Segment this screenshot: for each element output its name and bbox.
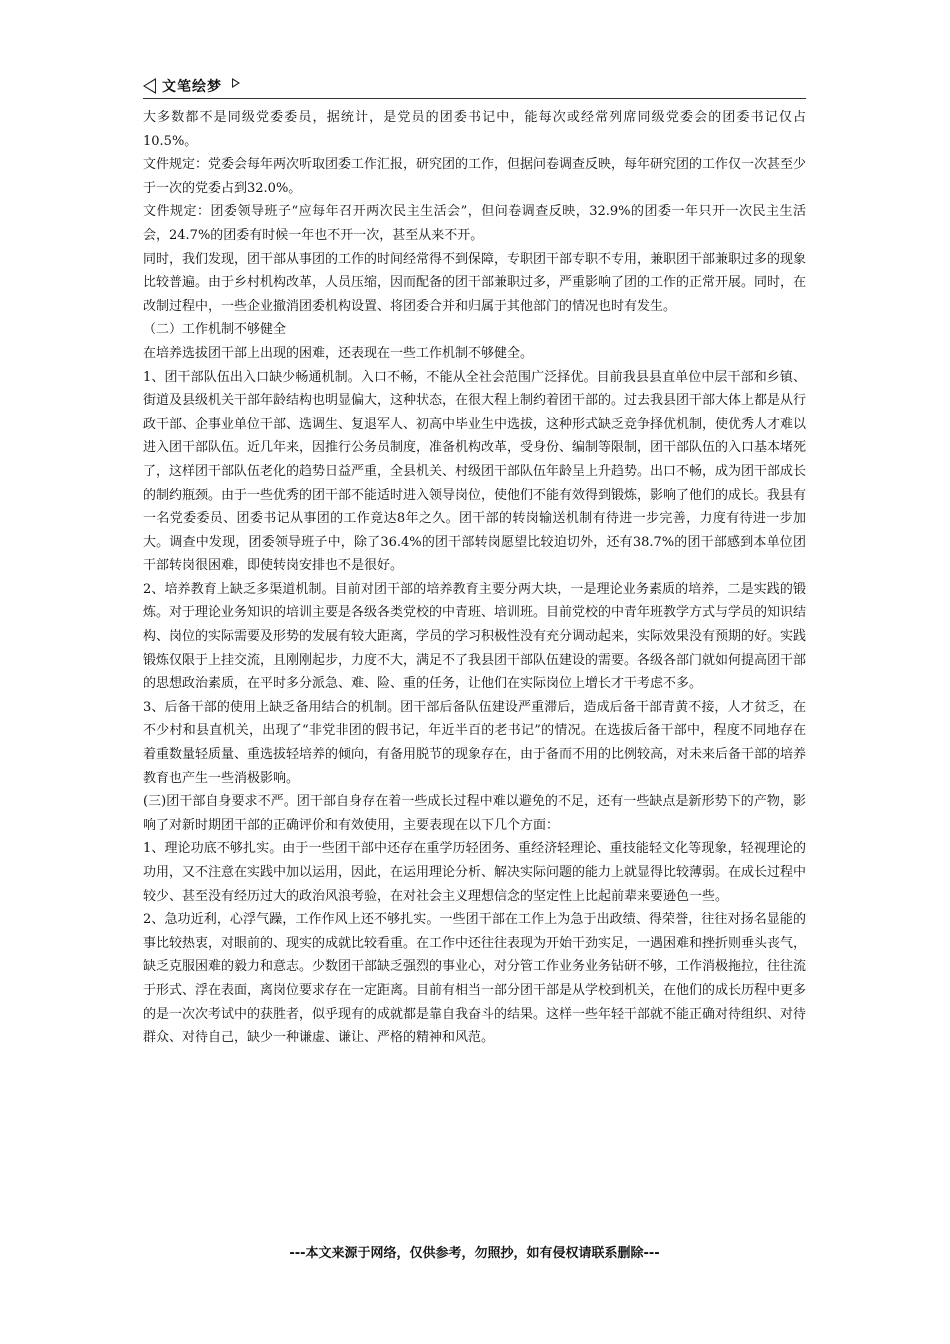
header-divider xyxy=(143,98,806,99)
paragraph: 1、理论功底不够扎实。由于一些团干部中还存在重学历轻团务、重经济轻理论、重技能轻文化等现象，轻视理论的功用，又不注意在实践中加以运用，因此，在运用理论分析、解决实际问题的能力上就显得比较薄弱。在成长过程中较少、甚至没有经历过大的政治风浪考验，在对社会主义理想信念的坚定性上比起前辈来要逊色一些。 xyxy=(143,841,807,904)
paragraph: 同时，我们发现，团干部从事团的工作的时间经常得不到保障，专职团干部专职不专用，兼职团干部兼职过多的现象比较普遍。由于乡村机构改革，人员压缩，因而配备的团干部兼职过多，严重影响了团的工作的正常开展。同时，在改制过程中，一些企业撤消团委机构设置、将团委合并和归属于其他部门的情况也时有发生。 xyxy=(143,251,807,314)
document-body xyxy=(143,106,806,1050)
paragraph: 在培养选拔团干部上出现的困难，还表现在一些工作机制不够健全。 xyxy=(143,345,534,361)
paragraph: (三)团干部自身要求不严。团干部自身存在着一些成长过程中难以避免的不足，还有一些缺点是新形势下的产物，影响了对新时期团干部的正确评价和有效使用，主要表现在以下几个方面： xyxy=(143,794,806,833)
triangle-left-icon xyxy=(143,78,156,94)
header-title: 文笔绘梦 xyxy=(162,79,222,95)
paragraph: 大多数都不是同级党委委员，据统计，是党员的团委书记中，能每次或经常列席同级党委会的团委书记仅占10.5%。 xyxy=(143,110,806,149)
triangle-right-icon xyxy=(232,78,240,88)
paragraph: 文件规定：团委领导班子“应每年召开两次民主生活会”，但问卷调查反映，32.9%的团委一年只开一次民主生活会，24.7%的团委有时候一年也不开一次，甚至从来不开。 xyxy=(143,204,806,243)
footer-disclaimer: ---本文来源于网络，仅供参考，勿照抄，如有侵权请联系删除--- xyxy=(289,1246,660,1261)
paragraph: 3、后备干部的使用上缺乏备用结合的机制。团干部后备队伍建设严重滞后，造成后备干部青黄不接，人才贫乏，在不少村和县直机关，出现了“非党非团的假书记，年近半百的老书记”的情况。在选拔后备干部中，程度不同地存在着重数量轻质量、重选拔轻培养的倾向，有备用脱节的现象存在，由于备而不用的比例较高，对未来后备干部的培养教育也产生一些消极影响。 xyxy=(143,699,807,786)
paragraph: 2、急功近利，心浮气躁，工作作风上还不够扎实。一些团干部在工作上为急于出政绩、得荣誉，往往对扬名显能的事比较热衷，对眼前的、现实的成就比较看重。在工作中还往往表现为开始干劲实足，一遇困难和挫折则垂头丧气，缺乏克服困难的毅力和意志。少数团干部缺乏强烈的事业心，对分管工作业务业务钻研不够，工作消极拖拉，往往流于形式、浮在表面，离岗位要求存在一定距离。目前有相当一部分团干部是从学校到机关，在他们的成长历程中更多的是一次次考试中的获胜者，似乎现有的成就都是靠自我奋斗的结果。这样一些年轻干部就不能正确对待组织、对待群众、对待自己，缺少一种谦虚、谦让、严格的精神和风范。 xyxy=(143,912,807,1046)
paragraph: 1、团干部队伍出入口缺少畅通机制。入口不畅，不能从全社会范围广泛择优。目前我县县直单位中层干部和乡镇、街道及县级机关干部年龄结构也明显偏大，这种状态，在很大程上制约着团干部的。过去我县团干部大体上都是从行政干部、企事业单位干部、选调生、复退军人、初高中毕业生中选拔，这种形式缺乏竞争择优机制，使优秀人才难以进入团干部队伍。近几年来，因推行公务员制度，准备机构改革，受身份、编制等限制，团干部队伍的入口基本堵死了，这样团干部队伍老化的趋势日益严重，全县机关、村级团干部队伍年龄呈上升趋势。出口不畅，成为团干部成长的制约瓶颈。由于一些优秀的团干部不能适时进入领导岗位，使他们不能有效得到锻炼，影响了他们的成长。我县有一名党委委员、团委书记从事团的工作竟达8年之久。团干部的转岗输送机制有待进一步完善，力度有待进一步加大。调查中发现，团委领导班子中，除了36.4%的团干部转岗愿望比较迫切外，还有38.7%的团干部感到本单位团干部转岗很困难，即使转岗安排也不是很好。 xyxy=(143,369,807,574)
section-heading: （二）工作机制不够健全 xyxy=(143,322,287,338)
page-header xyxy=(143,74,806,98)
paragraph: 文件规定：党委会每年两次听取团委工作汇报，研究团的工作，但据问卷调查反映，每年研究团的工作仅一次甚至少于一次的党委占到32.0%。 xyxy=(143,157,807,196)
paragraph: 2、培养教育上缺乏多渠道机制。目前对团干部的培养教育主要分两大块，一是理论业务素质的培养，二是实践的锻炼。对于理论业务知识的培训主要是各级各类党校的中青班、培训班。目前党校的中青年班教学方式与学员的知识结构、岗位的实际需要及形势的发展有较大距离，学员的学习积极性没有充分调动起来，实际效果没有预期的好。实践锻炼仅限于上挂交流，且刚刚起步，力度不大，满足不了我县团干部队伍建设的需要。各级各部门就如何提高团干部的思想政治素质，在平时多分派急、难、险、重的任务，让他们在实际岗位上增长才干考虑不多。 xyxy=(143,581,807,692)
